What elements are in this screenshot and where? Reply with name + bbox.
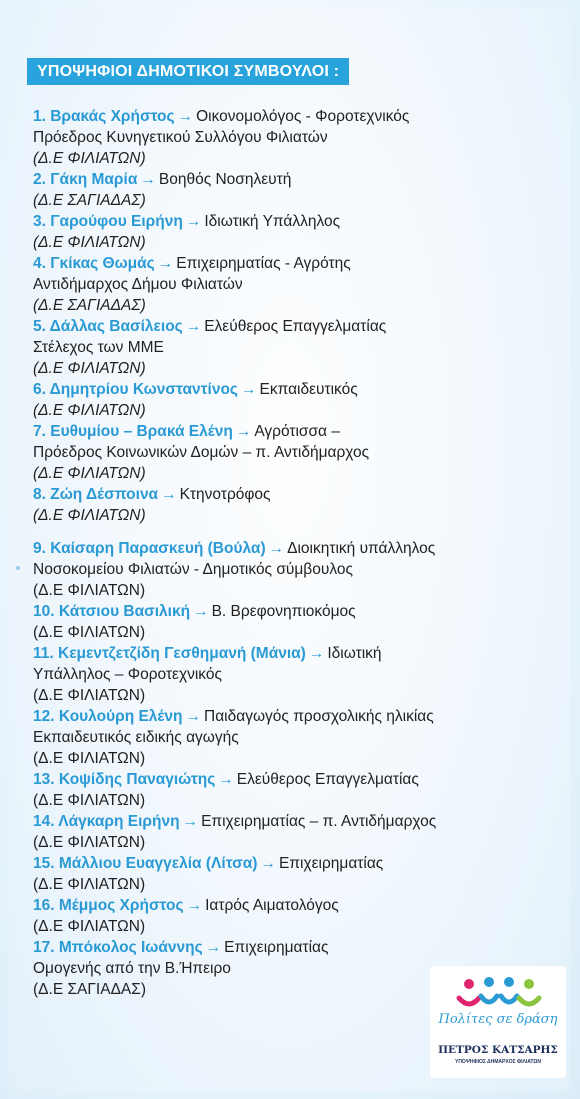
candidate-profession: Ιδιωτική	[327, 645, 382, 662]
arrow-right-icon: →	[185, 708, 202, 725]
arrow-right-icon: →	[241, 381, 257, 398]
candidate-name: 12. Κουλούρη Ελένη	[33, 708, 183, 725]
candidate-item	[33, 316, 553, 379]
candidate-district: (Δ.Ε ΦΙΛΙΑΤΩΝ)	[33, 918, 146, 935]
candidate-line	[33, 484, 553, 505]
candidate-profession: Οικονομολόγος - Φοροτεχνικός	[196, 108, 410, 125]
candidate-district: (Δ.Ε ΦΙΛΙΑΤΩΝ)	[33, 465, 146, 482]
candidate-item	[33, 421, 553, 484]
candidate-district: (Δ.Ε ΦΙΛΙΑΤΩΝ)	[33, 582, 146, 599]
decorative-dot	[16, 566, 20, 570]
arrow-right-icon: →	[186, 897, 203, 914]
arrow-right-icon: →	[235, 423, 252, 440]
arrow-right-icon: →	[157, 255, 174, 272]
candidate-district: (Δ.Ε ΦΙΛΙΑΤΩΝ)	[33, 834, 146, 851]
candidate-name: 15. Μάλλιου Ευαγγελία (Λίτσα)	[33, 855, 258, 872]
candidate-item	[33, 706, 553, 769]
candidate-line	[33, 538, 553, 559]
candidate-profession: Κτηνοτρόφος	[179, 486, 271, 503]
candidate-line	[33, 601, 553, 622]
candidate-profession: Επιχειρηματίας	[278, 855, 384, 872]
candidate-name: 11. Κεμεντζετζίδη Γεσθημανή (Μάνια)	[33, 645, 306, 662]
candidate-item	[33, 601, 553, 643]
candidate-district: (Δ.Ε ΦΙΛΙΑΤΩΝ)	[33, 624, 146, 641]
candidate-line	[33, 253, 553, 274]
candidate-profession: Αγρότισσα –	[254, 423, 340, 440]
candidate-line	[33, 379, 553, 400]
candidate-extra: Πρόεδρος Κυνηγετικού Συλλόγου Φιλιατών	[33, 129, 328, 146]
candidate-line	[33, 853, 553, 874]
candidate-item	[33, 253, 553, 316]
candidate-line	[33, 895, 553, 916]
arrow-right-icon: →	[193, 603, 209, 620]
arrow-right-icon: →	[260, 855, 276, 872]
candidate-line	[33, 211, 553, 232]
candidate-line	[33, 643, 553, 664]
candidate-district: (Δ.Ε ΦΙΛΙΑΤΩΝ)	[33, 234, 146, 251]
candidate-district: (Δ.Ε ΦΙΛΙΑΤΩΝ)	[33, 402, 146, 419]
candidate-extra: Αντιδήμαρχος Δήμου Φιλιατών	[33, 276, 243, 293]
candidate-line	[33, 937, 553, 958]
candidate-profession: Εκπαιδευτικός	[259, 381, 358, 398]
arrow-right-icon: →	[185, 213, 202, 230]
people-logo-icon	[456, 976, 542, 1012]
candidate-item	[33, 895, 553, 937]
candidate-district: (Δ.Ε ΣΑΓΙΑΔΑΣ)	[33, 192, 146, 209]
candidate-item	[33, 643, 553, 706]
candidate-extra: Υπάλληλος – Φοροτεχνικός	[33, 666, 222, 683]
candidate-line	[33, 316, 553, 337]
candidate-line	[33, 811, 553, 832]
candidate-district: (Δ.Ε ΦΙΛΙΑΤΩΝ)	[33, 507, 146, 524]
logo-role: ΥΠΟΨΗΦΙΟΣ ΔΗΜΑΡΧΟΣ ΦΙΛΙΑΤΩΝ	[454, 1059, 541, 1065]
candidate-profession: Β. Βρεφονηπιοκόμος	[211, 603, 356, 620]
logo-person-name: ΠΕΤΡΟΣ ΚΑΤΣΑΡΗΣ	[438, 1044, 558, 1056]
candidate-name: 4. Γκίκας Θωμάς	[33, 255, 155, 272]
arrow-right-icon: →	[140, 171, 156, 188]
candidate-name: 13. Κοψίδης Παναγιώτης	[33, 771, 216, 788]
logo-slogan: Πολίτες σε δράση	[438, 1012, 558, 1027]
candidate-list	[33, 106, 553, 1000]
candidate-profession: Ιατρός Αιματολόγος	[205, 897, 339, 914]
candidate-line	[33, 169, 553, 190]
candidate-profession: Επιχειρηματίας - Αγρότης	[176, 255, 351, 272]
candidate-district: (Δ.Ε ΣΑΓΙΑΔΑΣ)	[33, 297, 146, 314]
candidate-profession: Βοηθός Νοσηλευτή	[158, 171, 292, 188]
candidate-name: 8. Ζώη Δέσποινα	[33, 486, 159, 503]
arrow-right-icon: →	[185, 318, 202, 335]
list-gap	[33, 526, 553, 538]
candidate-profession: Ελεύθερος Επαγγελματίας	[236, 771, 419, 788]
candidate-extra: Πρόεδρος Κοινωνικών Δομών – π. Αντιδήμαρχος	[33, 444, 370, 461]
candidate-district: (Δ.Ε ΦΙΛΙΑΤΩΝ)	[33, 876, 146, 893]
heading-banner: ΥΠΟΨΗΦΙΟΙ ΔΗΜΟΤΙΚΟΙ ΣΥΜΒΟΥΛΟΙ :	[27, 58, 349, 85]
arrow-right-icon: →	[161, 486, 177, 503]
candidate-profession: Ιδιωτική Υπάλληλος	[204, 213, 341, 230]
candidate-item	[33, 169, 553, 211]
candidate-line	[33, 106, 553, 127]
arrow-right-icon: →	[177, 108, 194, 125]
candidate-name: 16. Μέμμος Χρήστος	[33, 897, 184, 914]
candidate-name: 14. Λάγκαρη Ειρήνη	[33, 813, 180, 830]
candidate-profession: Διοικητική υπάλληλος	[287, 540, 436, 557]
arrow-right-icon: →	[268, 540, 285, 557]
candidate-item	[33, 106, 553, 169]
candidate-district: (Δ.Ε ΦΙΛΙΑΤΩΝ)	[33, 750, 146, 767]
candidate-name: 2. Γάκη Μαρία	[33, 171, 138, 188]
candidate-item	[33, 379, 553, 421]
candidate-item	[33, 484, 553, 526]
candidate-district: (Δ.Ε ΦΙΛΙΑΤΩΝ)	[33, 792, 146, 809]
candidate-extra: Στέλεχος των ΜΜΕ	[33, 339, 164, 356]
candidate-name: 3. Γαρούφου Ειρήνη	[33, 213, 183, 230]
arrow-right-icon: →	[218, 771, 234, 788]
candidate-district: (Δ.Ε ΦΙΛΙΑΤΩΝ)	[33, 687, 146, 704]
candidate-name: 17. Μπόκολος Ιωάννης	[33, 939, 203, 956]
candidate-profession: Επιχειρηματίας	[224, 939, 329, 956]
candidate-extra: Εκπαιδευτικός ειδικής αγωγής	[33, 729, 239, 746]
candidate-name: 1. Βρακάς Χρήστος	[33, 108, 175, 125]
arrow-right-icon: →	[182, 813, 199, 830]
candidate-item	[33, 811, 553, 853]
candidate-name: 7. Ευθυμίου – Βρακά Ελένη	[33, 423, 233, 440]
candidate-district: (Δ.Ε ΦΙΛΙΑΤΩΝ)	[33, 360, 146, 377]
candidate-name: 6. Δημητρίου Κωνσταντίνος	[33, 381, 238, 398]
candidate-extra: Νοσοκομείου Φιλιατών - Δημοτικός σύμβουλος	[33, 561, 353, 578]
candidate-name: 10. Κάτσιου Βασιλική	[33, 603, 191, 620]
candidate-line	[33, 421, 553, 442]
candidate-district: (Δ.Ε ΣΑΓΙΑΔΑΣ)	[33, 981, 147, 998]
candidate-district: (Δ.Ε ΦΙΛΙΑΤΩΝ)	[33, 150, 146, 167]
campaign-logo	[430, 966, 566, 1078]
candidate-item	[33, 211, 553, 253]
candidate-line	[33, 769, 553, 790]
candidate-profession: Παιδαγωγός προσχολικής ηλικίας	[204, 708, 434, 725]
candidate-item	[33, 538, 553, 601]
candidate-name: 5. Δάλλας Βασίλειος	[33, 318, 183, 335]
candidate-line	[33, 706, 553, 727]
candidate-profession: Επιχειρηματίας – π. Αντιδήμαρχος	[201, 813, 437, 830]
arrow-right-icon: →	[308, 645, 325, 662]
candidate-item	[33, 853, 553, 895]
candidate-name: 9. Καίσαρη Παρασκευή (Βούλα)	[33, 540, 266, 557]
arrow-right-icon: →	[205, 939, 222, 956]
candidate-extra: Ομογενής από την Β.Ήπειρο	[33, 960, 231, 977]
candidate-profession: Ελεύθερος Επαγγελματίας	[204, 318, 387, 335]
candidate-item	[33, 769, 553, 811]
